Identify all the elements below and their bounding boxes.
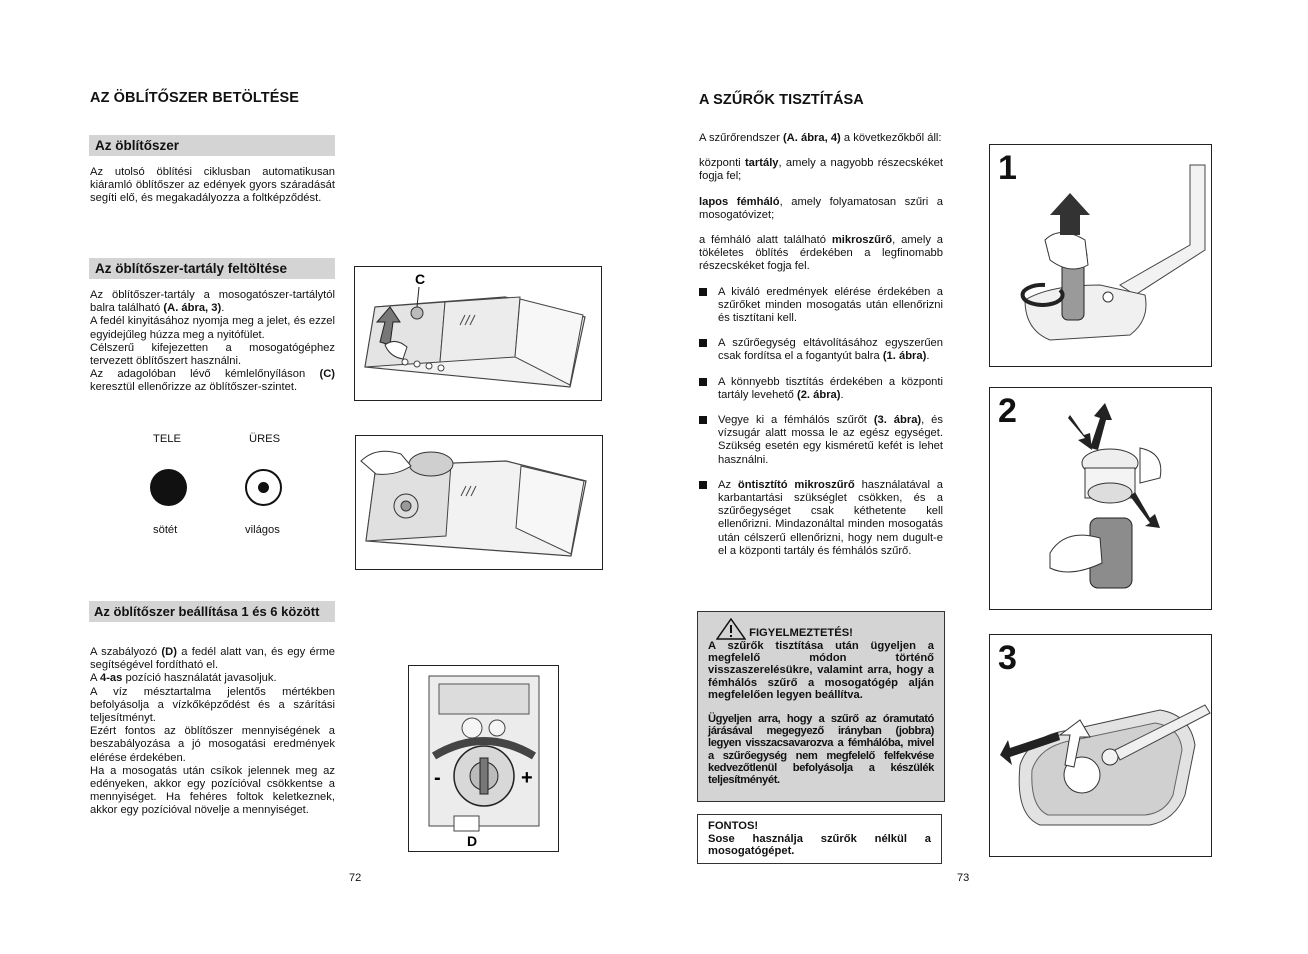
section-rinse-aid-text bbox=[90, 166, 335, 206]
filter-removal-illustration bbox=[990, 145, 1212, 367]
important-box bbox=[697, 814, 942, 864]
left-page-title: AZ ÖBLÍTŐSZER BETÖLTÉSE bbox=[90, 90, 300, 106]
fill-line-2: A fedél kinyitásához nyomja meg a jelet, és ezzel egyidejűleg húzza meg a nyitófület. bbox=[90, 315, 335, 341]
section-fill-header: Az öblítőszer-tartály feltöltése bbox=[89, 258, 335, 279]
section-fill-text bbox=[90, 289, 335, 395]
filter-disassembly-illustration bbox=[990, 388, 1212, 610]
important-title: FONTOS! bbox=[708, 820, 759, 832]
adjust-line-3: A víz mésztartalma jelentős mértékben befolyásolja a vízkőképződést és a szárítási teljesítményt. bbox=[90, 685, 335, 725]
figure-1-number: 1 bbox=[998, 149, 1017, 187]
right-page-title: A SZŰRŐK TISZTÍTÁSA bbox=[699, 92, 864, 108]
warning-text-2: Ügyeljen arra, hogy a szűrő az óramutató járásával megegyező irányban (jobbra) legyen visszacsavarozva a fémhálóba, mivel a szűrőegység nem megfelelő felfekvése kedvezőtlenül befolyásolja a készülék teljesítményét. bbox=[708, 713, 934, 787]
bullet-5: Az öntisztító mikroszűrő használatával a karbantartási szükséglet csökken, és a szűrőegységet csak kéthetente kell ellenőrizni. Mindazonáltal minden mosogatás után célszerű ellenőrizni, hogy nem dugult-e el a központi tartály és fémhálós szűrő. bbox=[699, 479, 943, 558]
page-number-left: 72 bbox=[349, 872, 362, 884]
filters-central: központi tartály, amely a nagyobb részecskéket fogja fel; bbox=[699, 157, 943, 183]
fill-line-4: Az adagolóban lévő kémlelőnyíláson (C) keresztül ellenőrizze az öblítőszer-szintet. bbox=[90, 368, 335, 394]
label-c: C bbox=[415, 271, 426, 287]
dispenser-figure-open bbox=[355, 435, 603, 570]
filters-intro: A szűrőrendszer (A. ábra, 4) a következőkből áll: bbox=[699, 132, 942, 144]
important-text: Sose használja szűrők nélkül a mosogatógépet. bbox=[708, 832, 931, 858]
adjust-line-4: Ezért fontos az öblítőszer mennyiségének a beszabályozása a jó mosogatási eredmények elérése érdekében. bbox=[90, 725, 335, 764]
section-adjust-text bbox=[90, 646, 335, 818]
bullet-2: A szűrőegység eltávolításához egyszerűen csak fordítsa el a fogantyút balra (1. ábra). bbox=[699, 337, 943, 363]
warning-box bbox=[697, 611, 945, 802]
fill-line-1: Az öblítőszer-tartály a mosogatószer-tartálytól balra található (A. ábra, 3). bbox=[90, 289, 335, 315]
filters-text bbox=[699, 132, 943, 558]
bullet-1: A kiváló eredmények elérése érdekében a szűrőket minden mosogatás után ellenőrizni és tisztítani kell. bbox=[699, 286, 943, 326]
light-label: világos bbox=[245, 524, 280, 536]
dial-illustration bbox=[409, 666, 559, 852]
adjust-line-5: Ha a mosogatás után csíkok jelennek meg az edényeken, akkor egy pozícióval csökkentse a mennyiséget. Ha fehéres foltok keletkeznek, akkor egy pozícióval növelje a mennyiséget. bbox=[90, 764, 335, 817]
filters-flat: lapos fémháló, amely folyamatosan szűri a mosogatóvizet; bbox=[699, 195, 943, 221]
figure-2 bbox=[989, 387, 1212, 610]
filters-micro: a fémháló alatt található mikroszűrő, amely a tökéletes öblítés érdekében a legfinomabb részecskéket fogja fel. bbox=[699, 234, 944, 273]
adjust-line-2: A 4-as pozíció használatát javasoljuk. bbox=[90, 672, 277, 685]
warning-triangle-icon bbox=[716, 618, 746, 640]
figure-3-number: 3 bbox=[998, 639, 1017, 677]
figure-1 bbox=[989, 144, 1212, 367]
section-adjust-header: Az öblítőszer beállítása 1 és 6 között bbox=[89, 601, 335, 622]
plus-sign: + bbox=[521, 767, 533, 789]
light-indicator-icon bbox=[245, 469, 282, 506]
bullet-4: Vegye ki a fémhálós szűrőt (3. ábra), és vízsugár alatt mossa le az egész egységet. Szükség esetén egy kisméretű kefét is lehet használni. bbox=[699, 414, 943, 467]
warning-text-1: A szűrők tisztítása után ügyeljen a megfelelő módon történő visszaszerelésükre, valamint arra, hogy a fémhálós szűrő a mosogatógép alján megfelelően legyen beállítva. bbox=[708, 640, 934, 701]
figure-3 bbox=[989, 634, 1212, 857]
minus-sign: - bbox=[434, 767, 441, 789]
figure-2-number: 2 bbox=[998, 392, 1017, 430]
rinse-aid-paragraph: Az utolsó öblítési ciklusban automatikusan kiáramló öblítőszer az edények gyors száradását segíti elő, és megakadályozza a foltképződést. bbox=[90, 166, 335, 205]
dispenser-illustration-c bbox=[355, 267, 602, 401]
dial-figure-d bbox=[408, 665, 559, 852]
page-number-right: 73 bbox=[957, 872, 970, 884]
dark-label: sötét bbox=[153, 524, 178, 536]
label-d: D bbox=[467, 833, 478, 849]
bullet-3: A könnyebb tisztítás érdekében a központi tartály levehető (2. ábra). bbox=[699, 376, 943, 402]
full-label: TELE bbox=[153, 433, 181, 445]
adjust-line-1: A szabályozó (D) a fedél alatt van, és egy érme segítségével fordítható el. bbox=[90, 646, 335, 672]
warning-heading: FIGYELMEZTETÉS! bbox=[708, 618, 934, 640]
dispenser-illustration-open bbox=[356, 436, 603, 570]
dark-indicator-icon bbox=[150, 469, 187, 506]
section-rinse-aid-header: Az öblítőszer bbox=[89, 135, 335, 156]
flat-filter-illustration bbox=[990, 635, 1212, 857]
fill-line-3: Célszerű kifejezetten a mosogatógéphez tervezett öblítőszert használni. bbox=[90, 341, 335, 368]
empty-label: ÜRES bbox=[249, 433, 281, 445]
dispenser-figure-c bbox=[354, 266, 602, 401]
